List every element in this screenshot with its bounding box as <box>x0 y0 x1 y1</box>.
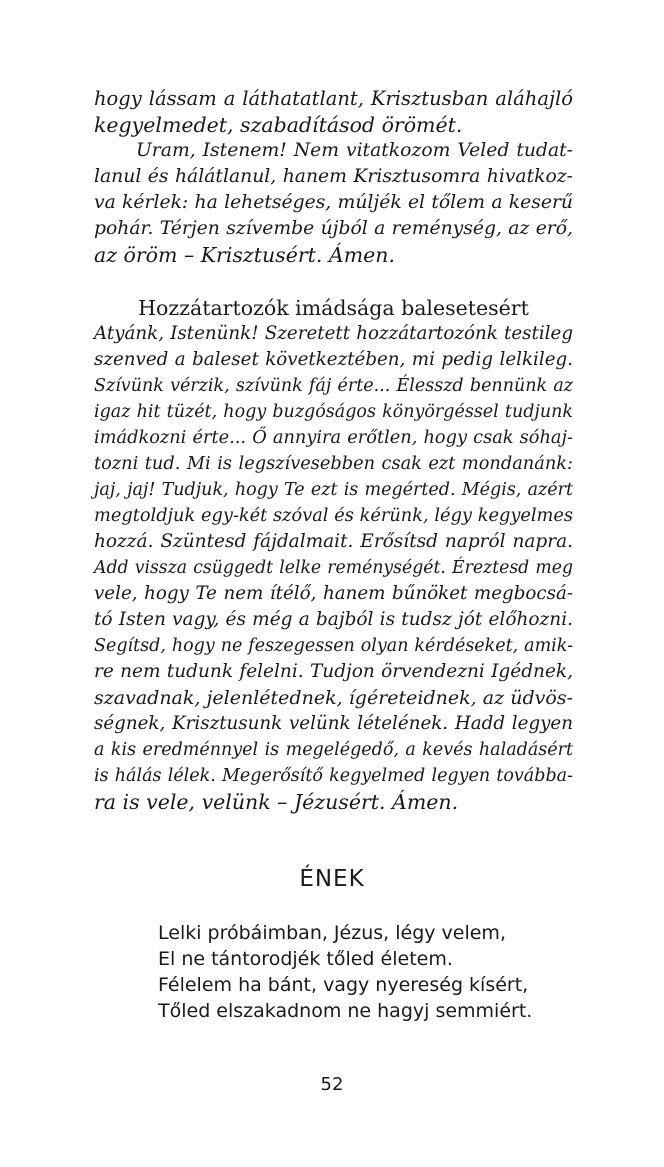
prayer-text-continued <box>94 86 573 268</box>
text-line: is hálás lélek. Megerősítő kegyelmed legyen továbba- <box>94 766 573 786</box>
text-line: imádkozni érte... Ő annyira erőtlen, hogy csak sóhaj- <box>94 428 573 448</box>
text-line: re nem tudunk felelni. Tudjon örvendezni Igédnek, <box>94 661 573 682</box>
song-line: Félelem ha bánt, vagy nyereség kísért, <box>158 974 529 996</box>
text-line: vele, hogy Te nem ítélő, hanem bűnöket megbocsá- <box>94 583 573 604</box>
song-verse <box>158 920 532 1024</box>
text-line: a kis eredménnyel is megelégedő, a kevés haladásért <box>94 740 573 760</box>
text-line: hogy lássam a láthatatlant, Krisztusban aláhajló <box>94 87 573 110</box>
text-line: Szívünk vérzik, szívünk fáj érte... Élesszd bennünk az <box>94 376 573 396</box>
song-line: Tőled elszakadnom ne hagyj semmiért. <box>158 1000 533 1022</box>
text-line: megtoldjuk egy-két szóval és kérünk, légy kegyelmes <box>94 506 573 526</box>
text-line: ra is vele, velünk – Jézusért. Ámen. <box>94 790 459 814</box>
text-line: szavadnak, jelenlétednek, ígéreteidnek, az üdvös- <box>94 687 573 709</box>
song-heading: ÉNEK <box>299 866 365 892</box>
page-number: 52 <box>320 1074 344 1095</box>
text-line: va kérlek: ha lehetséges, múljék el tőlem a keserű <box>94 192 573 213</box>
text-line: Uram, Istenem! Nem vitatkozom Veled tudat- <box>136 140 573 161</box>
song-line: El ne tántorodjék tőled életem. <box>158 948 453 970</box>
prayer-title: Hozzátartozók imádsága balesetesért <box>138 296 529 320</box>
song-line: Lelki próbáimban, Jézus, légy velem, <box>158 922 506 944</box>
text-line: kegyelmedet, szabadításod örömét. <box>94 113 463 137</box>
text-line: pohár. Térjen szívembe újból a reménység, az erő, <box>94 218 573 239</box>
text-line: Segítsd, hogy ne feszegessen olyan kérdéseket, amik- <box>94 636 573 656</box>
text-line: hozzá. Szüntesd fájdalmait. Erősítsd napról napra. <box>94 531 573 552</box>
text-line: ségnek, Krisztusunk velünk lételének. Hadd legyen <box>94 713 573 734</box>
text-line: jaj, jaj! Tudjuk, hogy Te ezt is megérted. Mégis, azért <box>94 480 573 500</box>
text-line: az öröm – Krisztusért. Ámen. <box>94 243 395 267</box>
text-line: Atyánk, Istenünk! Szeretett hozzátartozónk testileg <box>94 323 573 344</box>
text-line: lanul és hálátlanul, hanem Krisztusomra hivatkoz- <box>94 166 573 187</box>
prayer-body <box>94 321 573 815</box>
text-line: tó Isten vagy, és még a bajból is tudsz jót előhozni. <box>94 609 573 630</box>
text-line: igaz hit tüzét, hogy buzgóságos könyörgéssel tudjunk <box>94 402 573 422</box>
text-line: tozni tud. Mi is legszívesebben csak ezt mondanánk: <box>94 454 573 474</box>
text-line: szenved a baleset következtében, mi pedig lelkileg. <box>94 349 573 370</box>
text-line: Add vissza csüggedt lelke reménységét. Éreztesd meg <box>94 558 573 578</box>
